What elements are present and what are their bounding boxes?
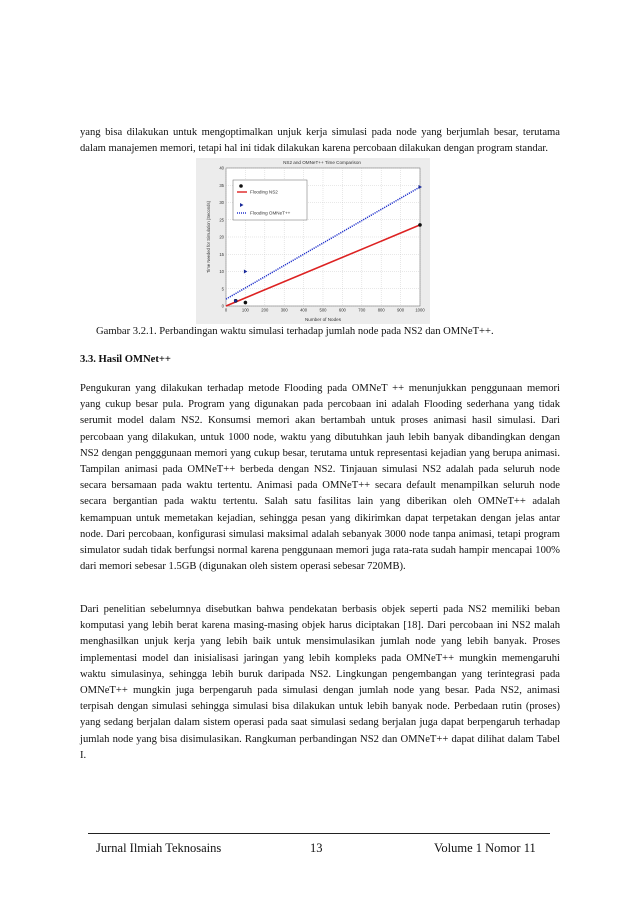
chart-legend: [233, 180, 307, 220]
data-point-ns2: [418, 223, 422, 227]
y-tick-label: 20: [219, 234, 224, 240]
figure-time-comparison: [196, 158, 430, 324]
footer-journal-name: Jurnal Ilmiah Teknosains: [96, 841, 222, 855]
y-tick-label: 40: [219, 165, 224, 171]
footer-divider: [88, 833, 550, 834]
footer-volume: Volume 1 Nomor 11: [434, 841, 536, 855]
legend-omnet-label: Flooding OMNeT++: [250, 210, 291, 216]
footer-page-number: 13: [310, 841, 323, 855]
x-tick-label: 200: [261, 307, 269, 313]
x-tick-label: 300: [280, 307, 288, 313]
x-tick-label: 700: [358, 307, 366, 313]
y-tick-label: 30: [219, 200, 224, 205]
y-tick-label: 5: [221, 286, 224, 292]
x-tick-label: 0: [224, 307, 228, 313]
legend-ns2-label: Flooding NS2: [250, 189, 278, 195]
x-tick-label: 900: [397, 307, 405, 313]
y-tick-label: 0: [221, 303, 224, 309]
x-tick-label: 1000: [415, 307, 425, 313]
paragraph-omnet-results: Pengukuran yang dilakukan terhadap metode Flooding pada OMNeT ++ menunjukkan penggunaan memori yang cukup besar pula. Program yang digunakan pada percobaan ini adalah Flooding sederhana yang tidak serumit model dalam NS2. Konsumsi memori akan bertambah untuk proses animasi hasil simulasi. Dari percobaan yang dilakukan, untuk 1000 node, waktu yang dibutuhkan jauh lebih banyak dibandingkan dengan NS2 dengan pengggunaan memori yang cukup besar, terutama untuk representasi kejadian yang berupa animasi. Tampilan animasi pada OMNeT++ berbeda dengan NS2. Tinjauan simulasi NS2 adalah pada seluruh node secara bersamaan pada waktu tertentu. Animasi pada OMNeT++ secara default menampilkan seluruh node secara bergantian pada waktu tertentu. Salah satu fasilitas lain yang diberikan oleh OMNeT++ adalah kemampuan untuk memetakan kejadian, sehingga pesan yang dikirimkan dapat terpetakan dengan jelas antar node. Dari percobaan, konfigurasi simulasi maksimal adalah sebanyak 3000 node tanpa animasi, tetapi program simulator sudah tidak berfungsi normal karena penggunaan memori juga rata-rata sudah hampir mencapai 100% dari memori sebesar 1.5GB (digunakan oleh sistem operasi sebesar 720MB).: [80, 383, 560, 573]
y-tick-label: 15: [219, 251, 224, 257]
x-tick-label: 400: [300, 307, 308, 313]
chart-title: NS2 and OMNeT++ Time Comparison: [283, 160, 361, 165]
y-tick-label: 10: [219, 269, 224, 274]
legend-ns2-marker: [239, 184, 243, 188]
data-point-ns2: [244, 301, 248, 305]
x-tick-label: 800: [377, 307, 385, 313]
y-tick-label: 35: [219, 182, 224, 188]
x-tick-label: 500: [319, 307, 327, 313]
y-tick-label: 25: [219, 217, 224, 223]
x-tick-label: 100: [241, 307, 249, 313]
paragraph-comparison-discussion: Dari penelitian sebelumnya disebutkan bahwa pendekatan berbasis objek seperti pada NS2 memiliki beban komputasi yang lebih berat karena masing-masing objek harus diciptakan [18]. Dari percobaan ini NS2 malah menghasilkan unjuk kerja yang lebih baik untuk mensimulasikan jumlah node yang lebih banyak. Proses implementasi model dan inisialisasi jaringan yang lebih kompleks pada OMNeT++ mungkin memengaruhi waktu simulasinya, sehingga lebih buruk daripada NS2. Lingkungan pengembangan yang terintegrasi pada OMNeT++ mungkin juga berpengaruh pada simulasi dengan jumlah node yang besar. Pada NS2, animasi terpisah dengan simulasi sehingga simulasi bisa dilakukan untuk lebih banyak node. Perbedaan rutin (proses) yang sedang berjalan dalam sistem operasi pada saat simulasi sedang berjalan juga dapat berpengaruh terhadap jumlah node yang bisa disimulasikan. Rangkuman perbandingan NS2 dan OMNeT++ dapat dilihat dalam Tabel I.: [80, 604, 560, 761]
x-axis-label: Number of Nodes: [304, 317, 342, 322]
y-axis-label: Time Needed for Simulation (Seconds): [206, 201, 211, 273]
chart-time-comparison: [196, 158, 430, 324]
x-tick-label: 600: [338, 307, 346, 313]
figure-caption: Gambar 3.2.1. Perbandingan waktu simulasi terhadap jumlah node pada NS2 dan OMNeT++.: [96, 326, 494, 337]
section-heading: 3.3. Hasil OMNet++: [80, 354, 171, 365]
paragraph-intro: yang bisa dilakukan untuk mengoptimalkan unjuk kerja simulasi pada node yang berjumlah besar, terutama dalam manajemen memori, tetapi hal ini tidak dilakukan karena percobaan dilakukan dengan program standar.: [80, 127, 560, 155]
